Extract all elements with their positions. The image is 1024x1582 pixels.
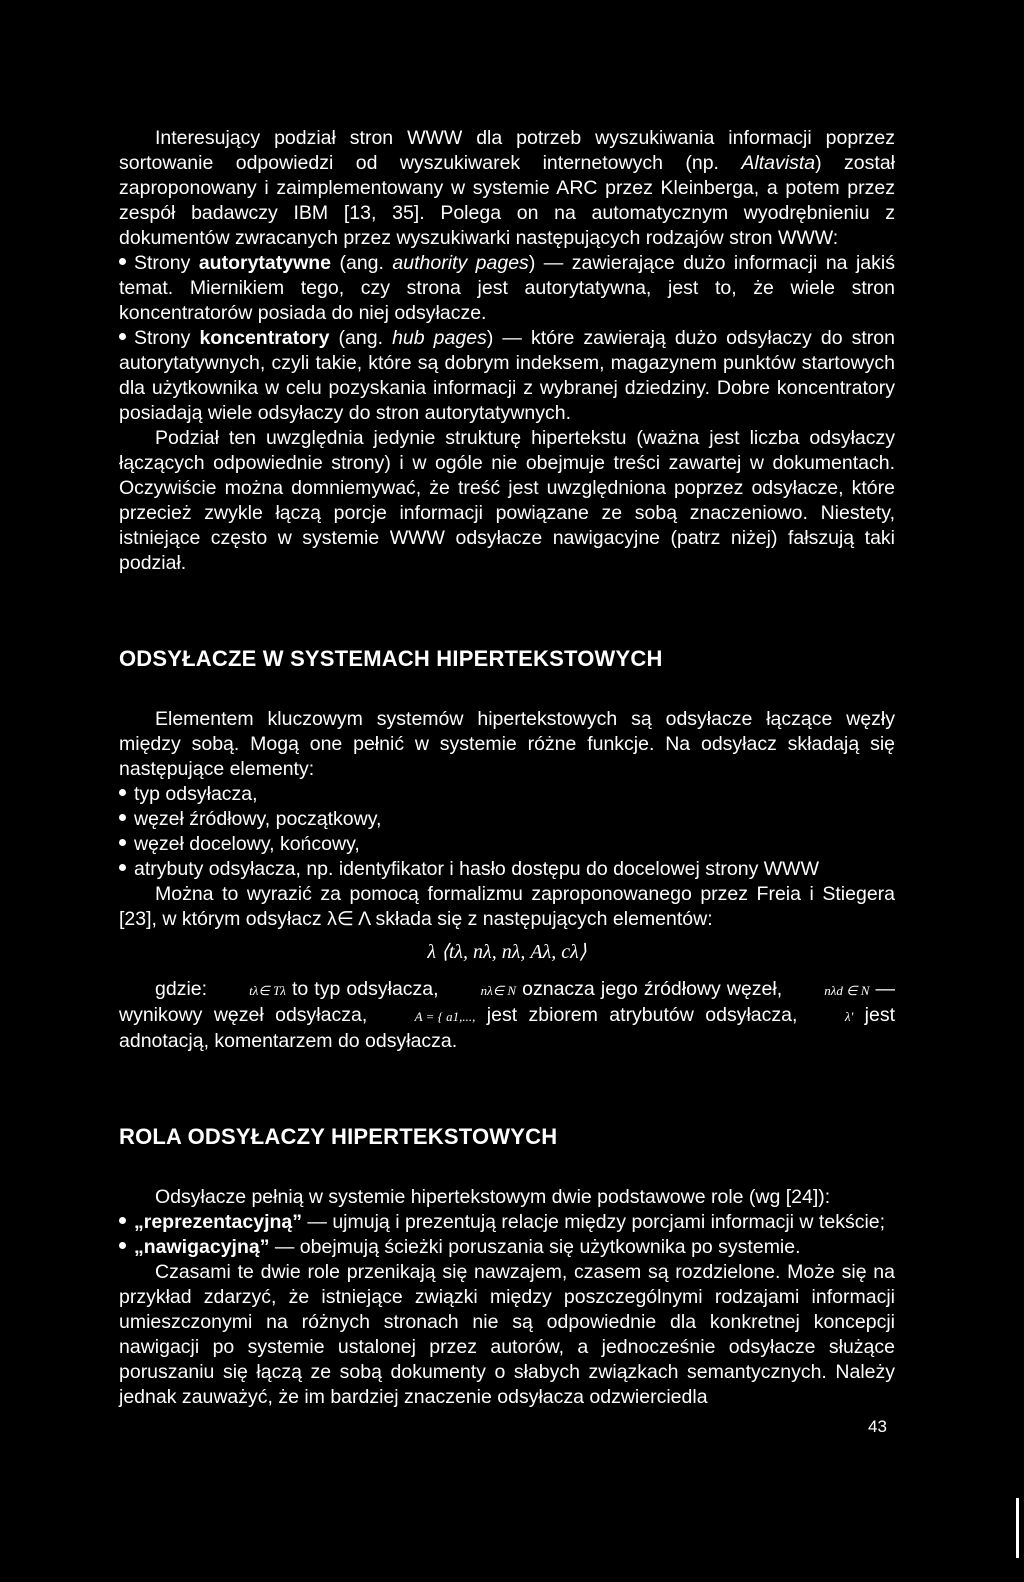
math-symbol: nλ∈ N [480,983,517,998]
bullet-icon [119,1217,126,1224]
list-item-text: węzeł docelowy, końcowy, [134,833,360,855]
list-item [119,832,895,857]
role-description: — ujmują i prezentują relacje między porcjami informacji w tekście; [302,1211,886,1233]
defs-text: to typ odsyłacza, [285,978,445,1000]
list-item [119,1235,895,1260]
bullet-authority [119,251,895,326]
section1-para: Można to wyrazić za pomocą formalizmu zaproponowanego przez Freia i Stiegera [23], w którym odsyłacz λ∈ Λ składa się z następujących elementów: [119,883,895,930]
bullet1-rest: ) — zawierające dużo informacji na jakiś temat. Miernikiem tego, czy strona jest autorytatywna, jest to, że wiele stron koncentratorów posiada do niej odsyłacze. [119,252,895,324]
bullet-icon [119,258,126,265]
intro-text: Interesujący podział stron WWW dla potrzeb wyszukiwania informacji poprzez sortowanie odpowiedzi od wyszukiwarek internetowych (np. [119,127,895,174]
role-name: „nawigacyjną” [134,1236,270,1258]
math-symbol: tλ∈ Tλ [249,983,286,998]
bullet1-ang: (ang. [331,252,393,274]
defs-text: oznacza jego źródłowy węzeł, [516,978,789,1000]
page-content [119,126,895,1410]
section1-intro: Elementem kluczowym systemów hipertekstowych są odsyłacze łączące węzły między sobą. Mogą one pełnić w systemie różne funkcje. Na odsyłacz składają się następujące elementy: [119,708,895,780]
intro-paragraph [119,126,895,251]
bullet1-prefix: Strony [134,252,199,274]
bullet-icon [119,1242,126,1249]
spacer [119,671,895,707]
list-item [119,782,895,807]
bullet-icon [119,789,126,796]
section-title-odsylacze: ODSYŁACZE W SYSTEMACH HIPERTEKSTOWYCH [119,646,663,671]
bullet2-prefix: Strony [134,327,200,349]
section2-intro: Odsyłacze pełnią w systemie hipertekstowym dwie podstawowe role (wg [24]): [155,1186,831,1208]
list-item-text: węzeł źródłowy, początkowy, [134,808,382,830]
defs-text: jest zbiorem atrybutów odsyłacza, [475,1004,809,1026]
defs-text: — wynikowy węzeł odsyłacza, [119,978,896,1026]
bullet2-ang: (ang. [329,327,393,349]
page-number: 43 [868,1417,887,1436]
bullet2-italic: hub pages [392,327,487,349]
list-item [119,1210,895,1235]
spacer [119,576,895,646]
bullet2-bold: koncentratory [199,327,330,349]
bullet-hub [119,326,895,426]
math-symbol: nλd ∈ N [824,983,870,998]
bullet-icon [119,864,126,871]
bullet1-italic: authority pages [392,252,529,274]
structure-paragraph: Podział ten uwzględnia jedynie strukturę hipertekstu (ważna jest liczba odsyłaczy łączących odpowiednie strony) i w ogóle nie obejmuje treści zawartej w dokumentach. Oczywiście można domniemywać, że treść jest uwzględniona poprzez odsyłacze, które przecież zwykle łączą porcje informacji powiązane ze sobą znaczeniowo. Niestety, istniejące często w systemie WWW odsyłacze nawigacyjne (patrz niżej) fałszują taki podział. [119,427,895,574]
role-description: — obejmują ścieżki poruszania się użytkownika po systemie. [269,1236,801,1258]
list-item-text: atrybuty odsyłacza, np. identyfikator i hasło dostępu do docelowej strony WWW [134,858,819,880]
list-item [119,807,895,832]
list-item-text: typ odsyłacza, [134,783,258,805]
bullet2-rest: ) — które zawierają dużo odsyłaczy do stron autorytatywnych, czyli takie, które są dobrym indeksem, magazynem punktów startowych dla użytkownika w celu pozyskania informacji z wybranej dziedziny. Dobre koncentratory posiadają wiele odsyłaczy do stron autorytatywnych. [119,327,895,424]
role-name: „reprezentacyjną” [134,1211,302,1233]
altavista-term: Altavista [741,152,816,174]
spacer [119,1054,895,1124]
section2-para: Czasami te dwie role przenikają się nawzajem, czasem są rozdzielone. Może się na przykład zdarzyć, że istniejące związki między poszczególnymi rodzajami informacji umieszczonymi na różnych stronach nie są odpowiednie dla konkretnej koncepcji nawigacji po systemie ustalonej przez autorów, a jednocześnie odsyłacze służące poruszaniu się łączą ze sobą dokumenty o słabych związkach semantycznych. Należy jednak zauważyć, że im bardziej znaczenie odsyłacza odzwierciedla [119,1261,895,1408]
section-title-rola: ROLA ODSYŁACZY HIPERTEKSTOWYCH [119,1124,558,1149]
defs-lead: gdzie: [155,978,208,1000]
bullet1-bold: autorytatywne [198,252,332,274]
list-item [119,857,895,882]
spacer [119,1149,895,1185]
defs-text: jest adnotacją, komentarzem do odsyłacza. [119,1004,895,1052]
math-symbol: A = { a1,..., [414,1009,476,1024]
math-symbol: λ' [844,1009,854,1024]
intro-text-cont: ) został zaproponowany i zaimplementowany w systemie ARC przez Kleinberga, a potem przez zespół badawczy IBM [13, 35]. Polega on na automatycznym wyodrębnieniu z dokumentów zwracanych przez wyszukiwarki następujących rodzajów stron WWW: [119,152,896,249]
link-formula: λ ⟨tλ, nλ, nλ, Aλ, cλ⟩ [427,941,587,963]
scan-edge-mark [1016,1498,1019,1558]
definitions-paragraph [119,977,895,1054]
bullet-icon [119,333,126,340]
bullet-icon [119,814,126,821]
bullet-icon [119,839,126,846]
